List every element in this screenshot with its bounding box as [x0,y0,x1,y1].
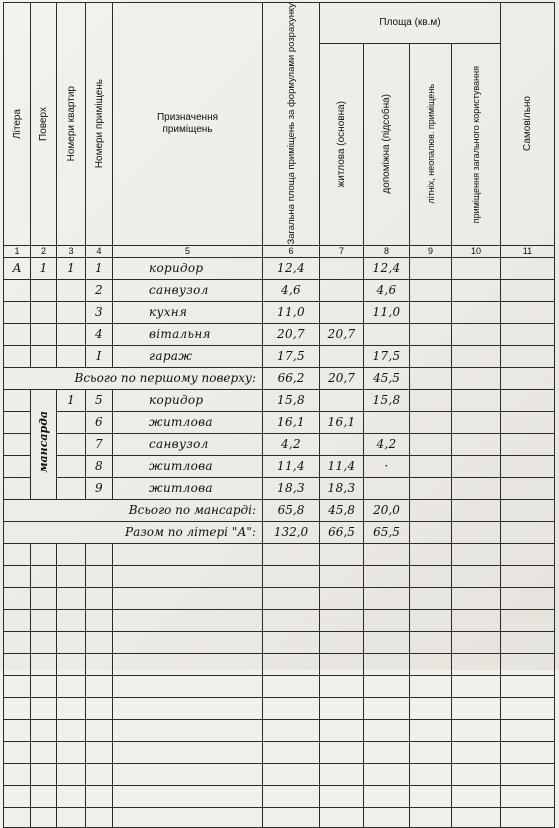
cell-name: кухня [113,301,263,323]
cell-zhyt: 11,4 [320,455,364,477]
table-row [4,455,555,477]
cell-dop [364,411,410,433]
cell-nom: 5 [86,389,113,411]
cell-nom: 3 [86,301,113,323]
floor-mansarda-label: мансарда [31,389,57,499]
cell-name: коридор [113,389,263,411]
summary-dop: 45,5 [364,367,410,389]
header-litnikh: літніх, неопалюв. приміщень [410,43,452,245]
header-ploshcha: Площа (кв.м) [320,3,501,44]
col-number: 1 [4,245,31,257]
empty-row [4,543,555,565]
summary-dop: 20,0 [364,499,410,521]
summary-row-first-floor [4,367,555,389]
rooms-table [3,2,555,828]
table-row [4,477,555,499]
cell-nom: 8 [86,455,113,477]
empty-row [4,741,555,763]
cell-total: 4,2 [263,433,320,455]
summary-row-mansarda [4,499,555,521]
table-row [4,323,555,345]
header-nomery-kvartyr: Номери квартир [57,3,86,246]
table-row [4,257,555,279]
header-pryznachennia: Призначення приміщень [113,3,263,246]
header-poverkh: Поверх [31,3,57,246]
cell-zhyt [320,301,364,323]
empty-row [4,763,555,785]
cell-name: санвузол [113,433,263,455]
cell-total: 12,4 [263,257,320,279]
empty-row [4,807,555,827]
table-row [4,301,555,323]
empty-row [4,587,555,609]
table-row [4,345,555,367]
summary-label: Разом по літері "А": [4,521,263,543]
cell-dop: 12,4 [364,257,410,279]
cell-name: житлова [113,411,263,433]
header-dopomizhna: допоміжна (підсобна) [364,43,410,245]
summary-total: 65,8 [263,499,320,521]
summary-total: 132,0 [263,521,320,543]
cell-total: 15,8 [263,389,320,411]
cell-total: 20,7 [263,323,320,345]
cell-poverkh: 1 [31,257,57,279]
cell-total: 11,4 [263,455,320,477]
col-number: 10 [452,245,501,257]
cell-nom: 9 [86,477,113,499]
header-litera: Літера [4,3,31,246]
summary-zhyt: 45,8 [320,499,364,521]
empty-row [4,631,555,653]
empty-row [4,697,555,719]
header-samovilno: Самовільно [501,3,555,246]
header-zahalna: Загальна площа приміщень за формулами розрахунку [263,3,320,246]
empty-row [4,653,555,675]
cell-total: 18,3 [263,477,320,499]
cell-name: житлова [113,477,263,499]
cell-total: 16,1 [263,411,320,433]
col-number: 3 [57,245,86,257]
cell-dop [364,323,410,345]
empty-row [4,609,555,631]
cell-name: гараж [113,345,263,367]
cell-dop [364,477,410,499]
cell-nom: 1 [86,257,113,279]
col-number: 4 [86,245,113,257]
cell-dop: 15,8 [364,389,410,411]
cell-dop: 4,6 [364,279,410,301]
cell-zhyt: 20,7 [320,323,364,345]
summary-dop: 65,5 [364,521,410,543]
cell-zhyt [320,345,364,367]
cell-nom: I [86,345,113,367]
cell-nom: 2 [86,279,113,301]
table-row [4,411,555,433]
cell-nom: 7 [86,433,113,455]
col-number: 9 [410,245,452,257]
col-number: 6 [263,245,320,257]
cell-name: житлова [113,455,263,477]
cell-dop: 17,5 [364,345,410,367]
cell-kv: 1 [57,389,86,411]
cell-name: коридор [113,257,263,279]
header-zahalnoho: приміщення загального користування [452,43,501,245]
summary-label: Всього по першому поверху: [4,367,263,389]
table-row [4,433,555,455]
col-number: 11 [501,245,555,257]
empty-row [4,719,555,741]
table-row [4,389,555,411]
summary-row-total [4,521,555,543]
col-number: 7 [320,245,364,257]
col-number: 2 [31,245,57,257]
cell-zhyt: 16,1 [320,411,364,433]
summary-total: 66,2 [263,367,320,389]
cell-dop: 11,0 [364,301,410,323]
cell-kv: 1 [57,257,86,279]
cell-name: санвузол [113,279,263,301]
empty-row [4,785,555,807]
cell-zhyt [320,433,364,455]
cell-zhyt [320,279,364,301]
cell-name: вітальня [113,323,263,345]
cell-total: 17,5 [263,345,320,367]
cell-litera: А [4,257,31,279]
cell-total: 4,6 [263,279,320,301]
cell-dop: · [364,455,410,477]
cell-zhyt [320,257,364,279]
cell-zhyt [320,389,364,411]
cell-nom: 6 [86,411,113,433]
summary-label: Всього по мансарді: [4,499,263,521]
summary-zhyt: 20,7 [320,367,364,389]
col-number: 8 [364,245,410,257]
table-row [4,279,555,301]
col-number: 5 [113,245,263,257]
cell-zhyt: 18,3 [320,477,364,499]
summary-zhyt: 66,5 [320,521,364,543]
header-zhytlova: житлова (основна) [320,43,364,245]
column-numbers-row [4,245,555,257]
empty-row [4,675,555,697]
cell-nom: 4 [86,323,113,345]
cell-dop: 4,2 [364,433,410,455]
header-nomery-prymishchen: Номери приміщень [86,3,113,246]
cell-total: 11,0 [263,301,320,323]
empty-row [4,565,555,587]
